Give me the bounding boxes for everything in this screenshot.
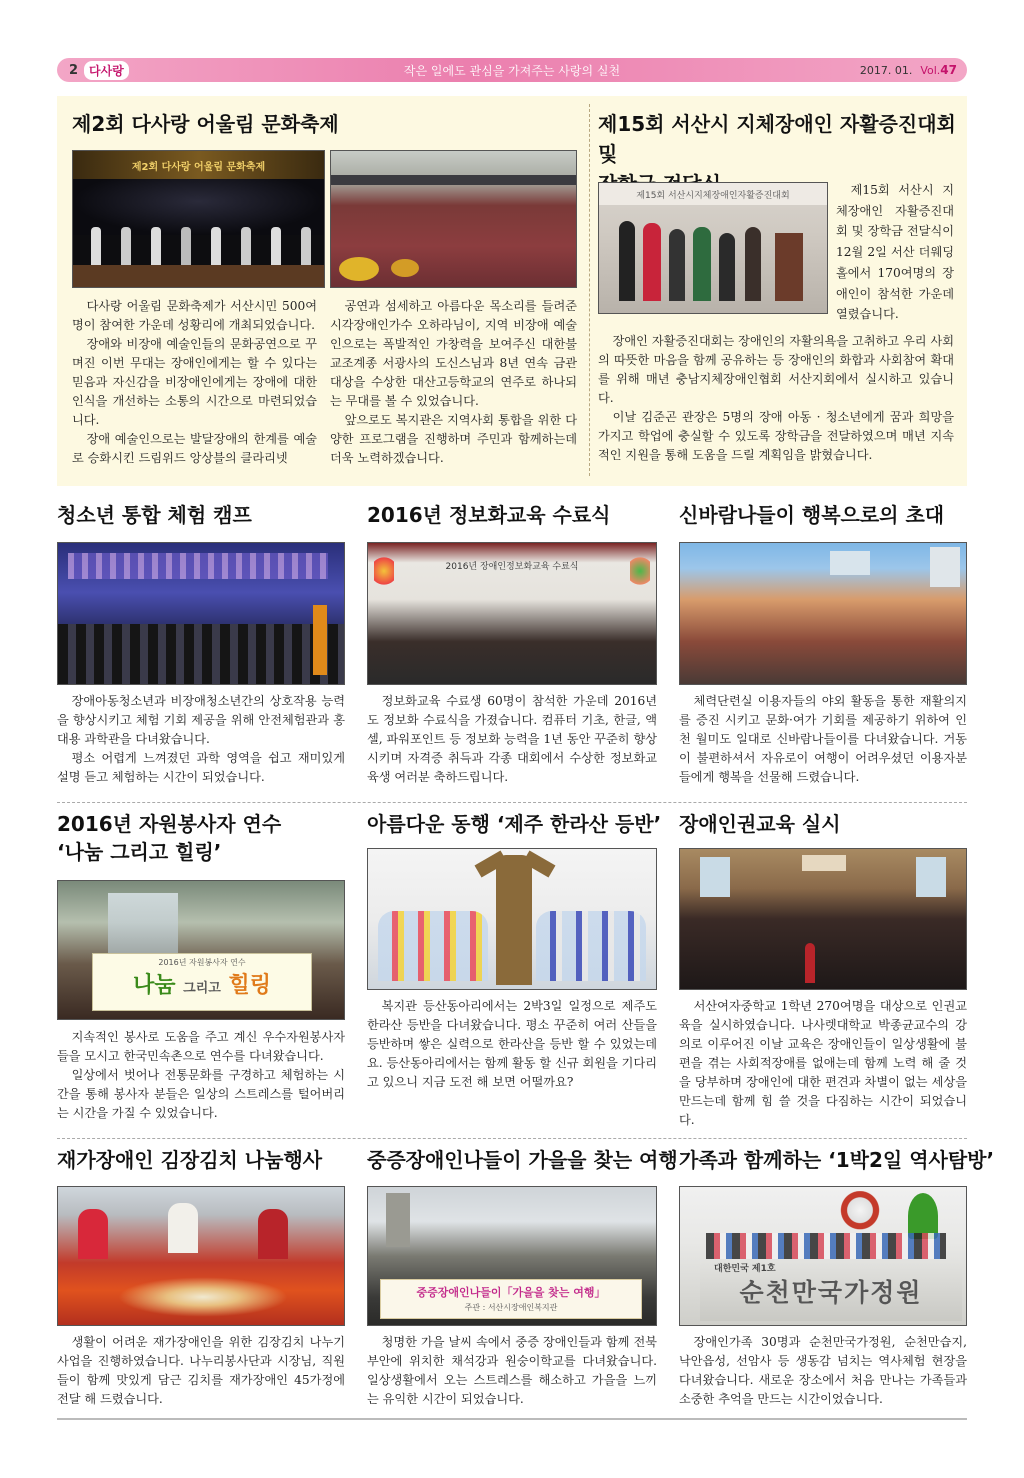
article-title-it-edu: 2016년 정보화교육 수료식	[367, 503, 611, 527]
article-title-autumn: 중증장애인나들이 가을을 찾는 여행	[367, 1148, 678, 1172]
article-title-festival: 제2회 다사랑 어울림 문화축제	[72, 112, 339, 136]
history-tour-text: 장애인가족 30명과 순천만국가정원, 순천만습지, 낙안읍성, 선암사 등 생동감 넘치는 역사체험 현장을 다녀왔습니다. 새로운 장소에서 처음 만나는 가족들과 소중한 추억을 만드는 시간이었습니다.	[679, 1335, 967, 1406]
it-edu-banner-text: 2016년 장애인정보화교육 수료식	[445, 562, 579, 572]
article-title-camp: 청소년 통합 체험 캠프	[57, 503, 252, 527]
autumn-trip-photo	[367, 1186, 657, 1326]
article-title-hallasan: 아름다운 동행 ‘제주 한라산 등반’	[367, 812, 662, 836]
article-title-happy: 신바람나들이 행복으로의 초대	[679, 503, 945, 527]
article-title-kimchi: 재가장애인 김장김치 나눔행사	[57, 1148, 323, 1172]
autumn-banner-sub: 주관 : 서산시장애인복지관	[464, 1303, 558, 1312]
conference-banner-text: 제15회 서산시지체장애인자활증진대회	[636, 191, 790, 201]
issue-volume: Vol.47	[920, 63, 957, 77]
conference-photo	[598, 182, 828, 314]
hallasan-text: 복지관 등산동아리에서는 2박3일 일정으로 제주도 한라산 등반을 다녀왔습니다. 평소 꾸준히 여러 산들을 등반하며 쌓은 실력으로 한라산을 등반 할 수 있었는데요. 등산동아리에서는 함께 활동 할 신규 회원을 기다리고 있으니 지금 도전 해 보면 어떨까요?	[367, 999, 658, 1089]
page-bottom-rule	[57, 1418, 967, 1420]
festival-stage-photo	[72, 150, 325, 288]
stone-text-main: 순천만국가정원	[739, 1278, 923, 1307]
kimchi-text: 생활이 어려운 재가장애인을 위한 김장김치 나누기 사업을 진행하였습니다. 나누리봉사단과 시장님, 직원들이 함께 맛있게 담근 김치를 재가장애인 45가정에 전달 해 드렸습니다.	[57, 1335, 345, 1406]
row-divider-2	[57, 1138, 967, 1139]
rights-edu-photo	[679, 848, 967, 990]
page-header	[57, 58, 967, 82]
festival-banner-text: 제2회 다사랑 어울림 문화축제	[131, 162, 266, 173]
rights-edu-text: 서산여자중학교 1학년 270여명을 대상으로 인권교육을 실시하였습니다. 나사렛대학교 박종균교수의 강의로 이루어진 이날 교육은 장애인들이 일상생활에 불편을 겪는 사회적장애를 없애는데 함께 노력 해 줄 것을 당부하며 장애인에 대한 편견과 차별이 없는 세상을 만드는데 함께 힘 쓸 것을 다짐하는 시간이 되었습니다.	[679, 999, 967, 1127]
hallasan-photo	[367, 848, 657, 990]
page-number: 2	[69, 62, 79, 78]
header-slogan: 작은 일에도 관심을 가져주는 사랑의 실천	[403, 63, 621, 78]
issue-date: 2017. 01.	[859, 63, 913, 77]
stone-text-top: 대한민국 제1호	[714, 1264, 776, 1274]
article-title-conference: 제15회 서산시 지체장애인 자활증진대회 및	[598, 112, 956, 166]
happy-trip-photo	[679, 542, 967, 685]
festival-audience-photo	[330, 150, 577, 288]
newsletter-logo: 다사랑	[84, 61, 129, 80]
camp-photo	[57, 542, 345, 685]
autumn-banner-text: 중증장애인나들이「가을을 찾는 여행」	[416, 1286, 606, 1299]
happy-trip-text: 체력단련실 이용자들의 야외 활동을 통한 재활의지를 증진 시키고 문화·여가 기회를 제공하기 위하여 인천 월미도 일대로 신바람나들이를 다녀왔습니다. 거동이 불편하셔서 자유로이 여행이 어려우셨던 이용자분들에게 행복을 선물해 드렸습니다.	[679, 694, 967, 784]
camp-text: 장애아동청소년과 비장애청소년간의 상호작용 능력을 향상시키고 체험 기회 제공을 위해 안전체험관과 홍대용 과학관을 다녀왔습니다. 평소 어렵게 느껴졌던 과학 영역을 쉽고 재미있게 설명 듣고 체험하는 시간이 되었습니다.	[57, 694, 345, 784]
history-tour-photo	[679, 1186, 967, 1326]
article-title-rights: 장애인권교육 실시	[679, 812, 841, 836]
it-edu-photo	[367, 542, 657, 685]
article-title-volunteer: 2016년 자원봉사자 연수 ‘나눔 그리고 힐링’	[57, 812, 282, 864]
volunteer-photo	[57, 880, 345, 1020]
it-edu-text: 정보화교육 수료생 60명이 참석한 가운데 2016년도 정보화 수료식을 가졌습니다. 컴퓨터 기초, 한글, 액셀, 파워포인트 등 정보화 능력을 1년 동안 꾸준히 향상 시키며 자격증 취득과 각종 대회에서 수상한 정보화교육생 여러분 축하드립니다.	[367, 694, 657, 784]
volunteer-banner-main: 나눔 그리고 힐링	[132, 973, 272, 998]
autumn-trip-text: 청명한 가을 날씨 속에서 중증 장애인들과 함께 전북 부안에 위치한 채석강과 원숭이학교를 다녀왔습니다. 일상생활에서 오는 스트레스를 해소하고 가을을 느끼는 유익한 시간이 되었습니다.	[367, 1335, 657, 1406]
conference-side-text: 제15회 서산시 지체장애인 자활증진대회 및 장학금 전달식이 12월 2일 서산 더웨딩홀에서 170여명의 장애인이 참석한 가운데 열렸습니다.	[836, 183, 954, 322]
volunteer-banner-top: 2016년 자원봉사자 연수	[158, 958, 246, 967]
volunteer-text: 지속적인 봉사로 도움을 주고 계신 우수자원봉사자들을 모시고 한국민속촌으로 연수를 다녀왔습니다. 일상에서 벗어나 전통문화를 구경하고 체험하는 시간을 통해 봉사자 분들은 일상의 스트레스를 털어버리는 시간을 가질 수 있었습니다.	[57, 1030, 345, 1120]
festival-text-col1: 다사랑 어울림 문화축제가 서산시민 500여명이 참여한 가운데 성황리에 개최되었습니다. 장애와 비장애 예술인들의 문화공연으로 꾸며진 이번 무대는 장애인에게는 할 수 있다는 믿음과 자신감을 비장애인에게는 장애에 대한 인식을 개선하는 소통의 시간으로 마련되었습니다. 장애 예술인으로는 발달장애의 한계를 예술로 승화시킨 드림위드 앙상블의 클라리넷	[72, 299, 317, 465]
conference-body-text: 장애인 자활증진대회는 장애인의 자활의욕을 고취하고 우리 사회의 따뜻한 마음을 함께 공유하는 등 장애인의 화합과 사회참여 확대를 위해 매년 충남지체장애인협회 서산지회에서 실시하고 있습니다. 이날 김준곤 관장은 5명의 장애 아동 · 청소년에게 꿈과 희망을 가지고 학업에 충실할 수 있도록 장학금을 전달하였으며 매년 지속적인 지원을 통해 도움을 드릴 계획임을 밝혔습니다.	[598, 334, 954, 462]
festival-text-col2: 공연과 섬세하고 아름다운 목소리를 들려준 시각장애인가수 오하라님이, 지역 비장애 예술인으로는 폭발적인 가창력을 보여주신 대한불교조계종 서광사의 도신스님과 8년 연속 금관대상을 수상한 대산고등학교의 연주로 하나되는 무대를 볼 수 있었습니다. 앞으로도 복지관은 지역사회 통합을 위한 다양한 프로그램을 진행하며 주민과 함께하는데 더욱 노력하겠습니다.	[330, 299, 577, 465]
kimchi-photo	[57, 1186, 345, 1326]
column-divider	[589, 104, 590, 476]
issue-info	[860, 63, 957, 77]
article-title-history: 가족과 함께하는 ‘1박2일 역사탐방’	[679, 1148, 995, 1172]
row-divider-1	[57, 802, 967, 803]
